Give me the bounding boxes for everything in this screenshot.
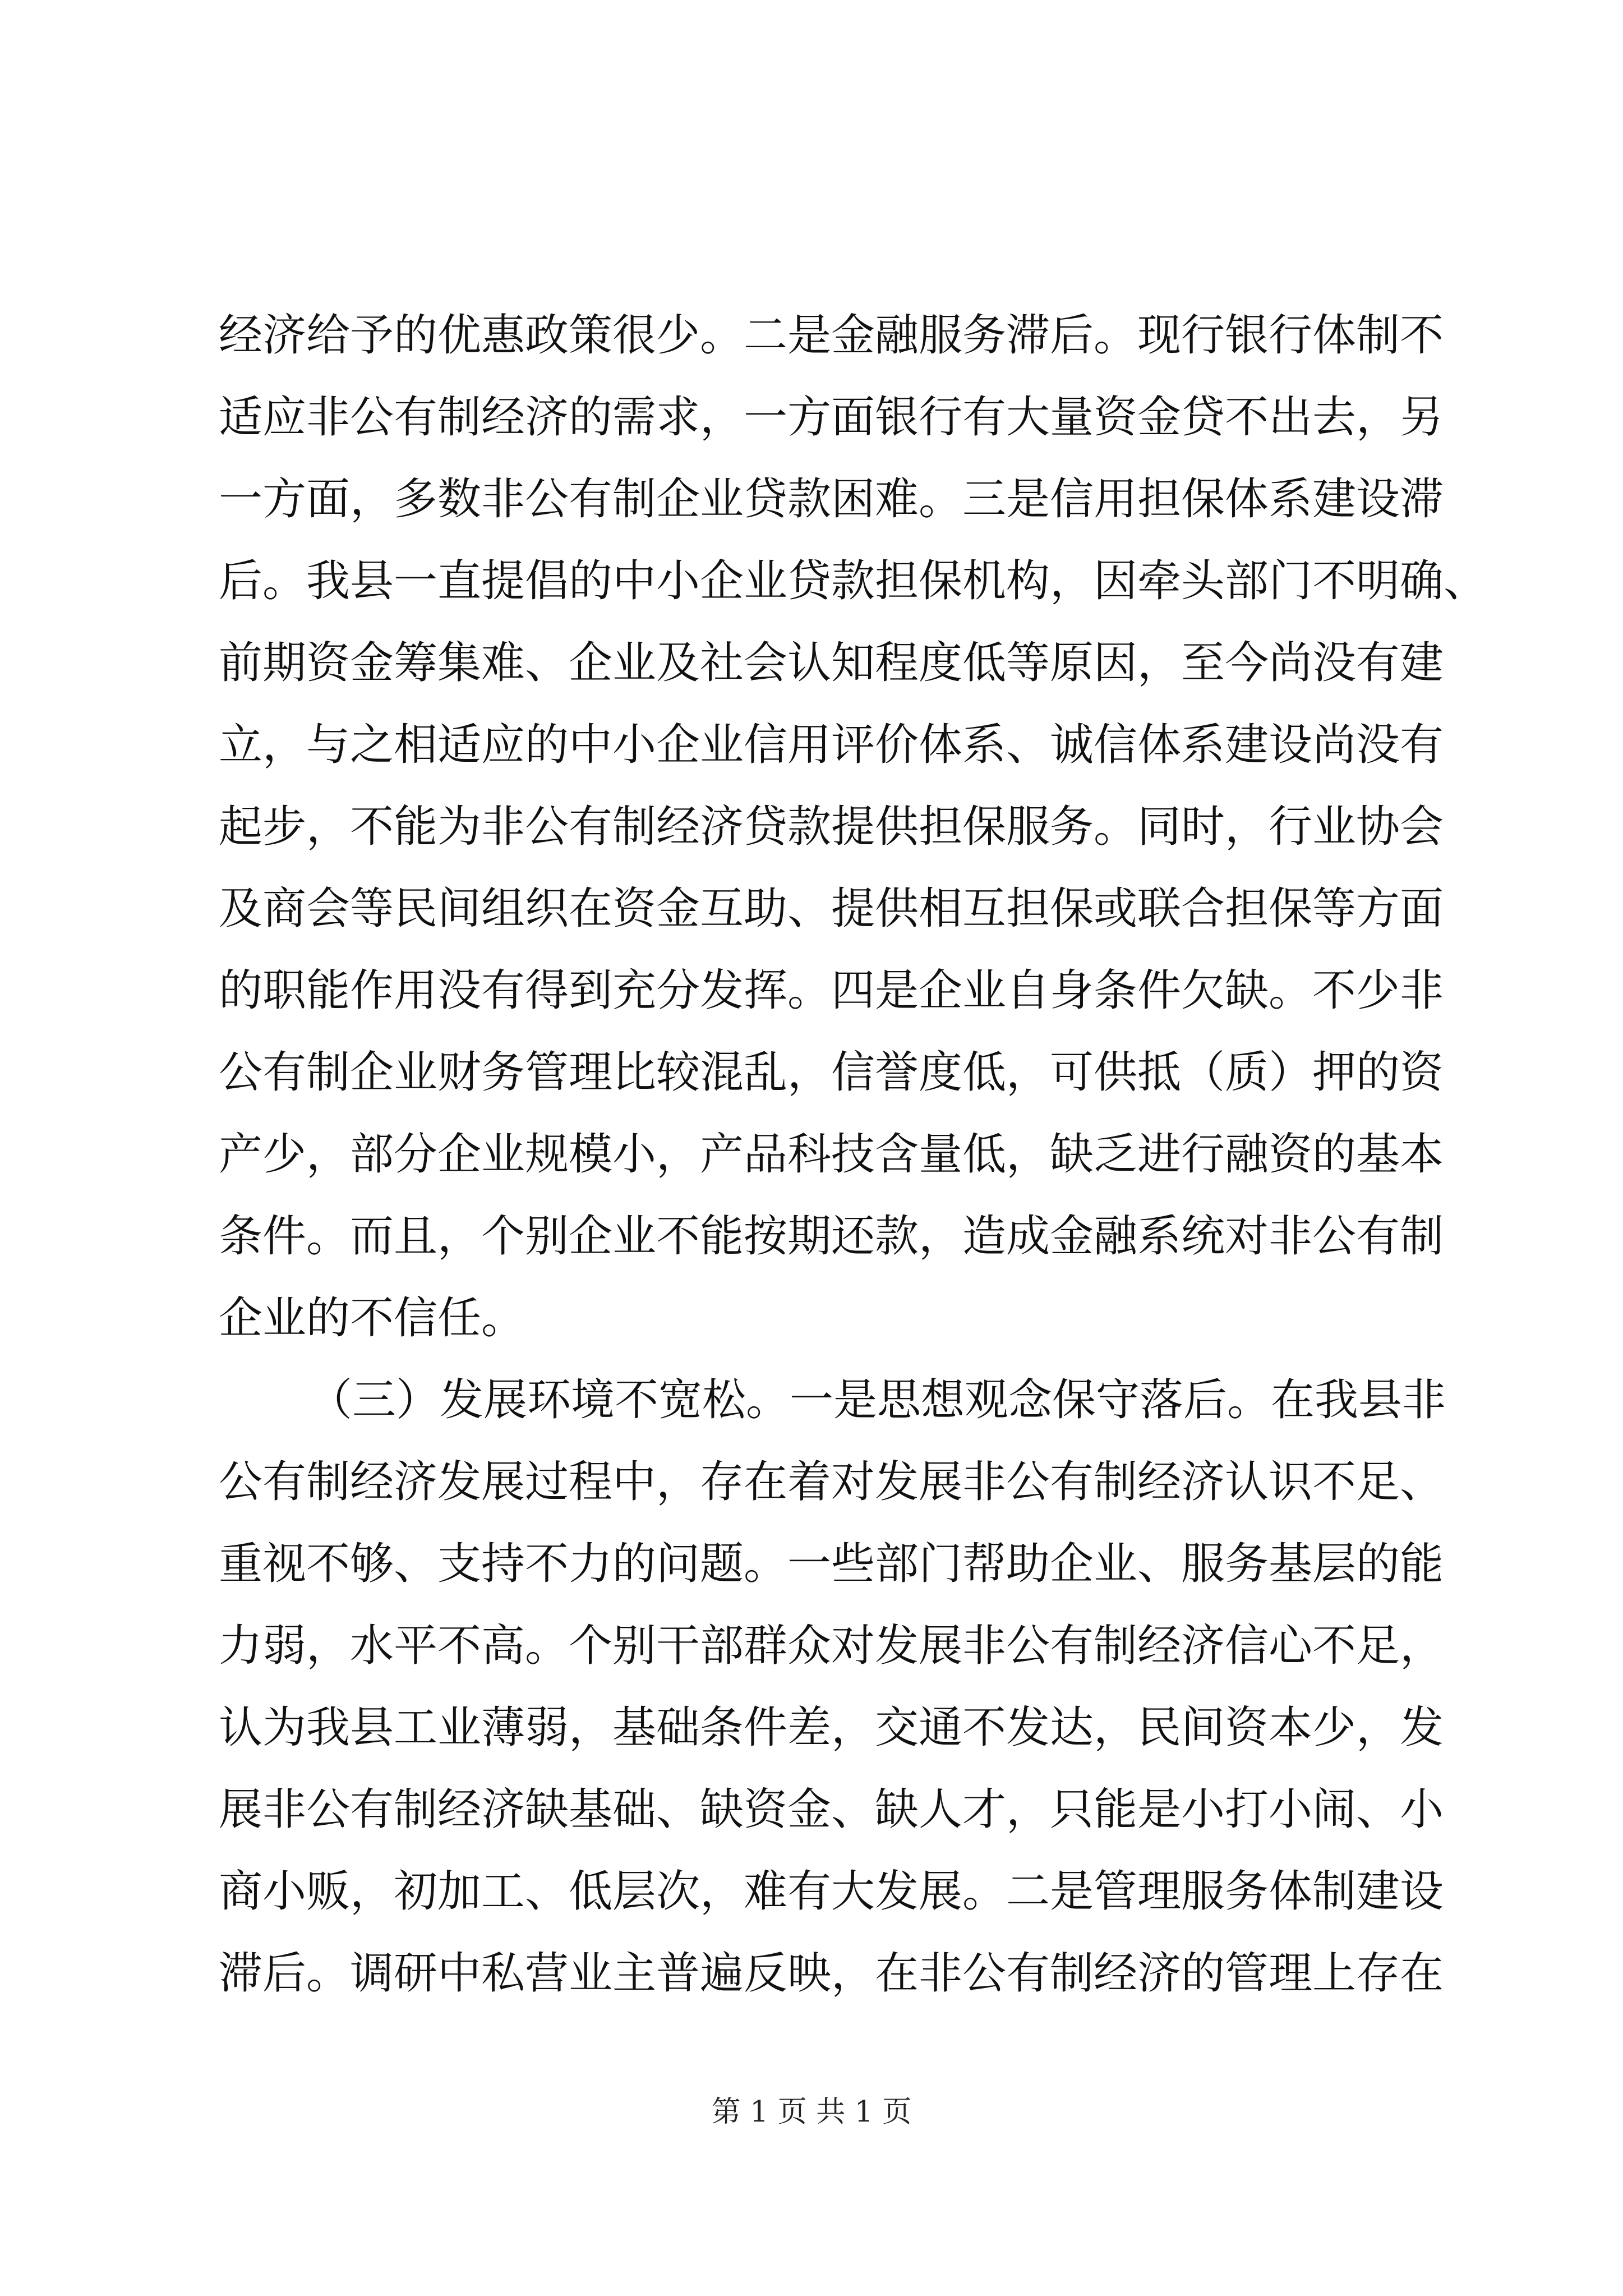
text-line: 企业的不信任。 [219, 1293, 525, 1343]
text-line: 力弱，水平不高。个别干部群众对发展非公有制经济信心不足， [219, 1621, 1444, 1671]
text-line: 产少，部分企业规模小，产品科技含量低，缺乏进行融资的基本 [219, 1129, 1444, 1180]
text-line: 条件。而且，个别企业不能按期还款，造成金融系统对非公有制 [219, 1211, 1444, 1262]
text-line: 重视不够、支持不力的问题。一些部门帮助企业、服务基层的能 [219, 1539, 1444, 1589]
text-line: 认为我县工业薄弱，基础条件差，交通不发达，民间资本少，发 [219, 1703, 1444, 1753]
text-line: 及商会等民间组织在资金互助、提供相互担保或联合担保等方面 [219, 884, 1444, 934]
text-line: 展非公有制经济缺基础、缺资金、缺人才，只能是小打小闹、小 [219, 1784, 1444, 1835]
paragraph [219, 1359, 1446, 2014]
paragraph [219, 295, 1488, 1359]
text-line: 起步，不能为非公有制经济贷款提供担保服务。同时，行业协会 [219, 802, 1444, 852]
text-line: 立，与之相适应的中小企业信用评价体系、诚信体系建设尚没有 [219, 720, 1444, 770]
text-line: 适应非公有制经济的需求，一方面银行有大量资金贷不出去，另 [219, 392, 1444, 443]
text-line: 经济给予的优惠政策很少。二是金融服务滞后。现行银行体制不 [219, 310, 1444, 361]
text-line: 的职能作用没有得到充分发挥。四是企业自身条件欠缺。不少非 [219, 965, 1444, 1016]
text-line: 商小贩，初加工、低层次，难有大发展。二是管理服务体制建设 [219, 1866, 1444, 1917]
text-line: 公有制经济发展过程中，存在着对发展非公有制经济认识不足、 [219, 1457, 1444, 1507]
page-footer [0, 2092, 1623, 2132]
text-line: 滞后。调研中私营业主普遍反映，在非公有制经济的管理上存在 [219, 1948, 1444, 1999]
page-number-label: 第 1 页 共 1 页 [711, 2095, 912, 2129]
document-body [219, 295, 1488, 2014]
text-line: 公有制企业财务管理比较混乱，信誉度低，可供抵（质）押的资 [219, 1047, 1444, 1098]
text-line: 一方面，多数非公有制企业贷款困难。三是信用担保体系建设滞 [219, 474, 1444, 524]
text-line: 后。我县一直提倡的中小企业贷款担保机构，因牵头部门不明确、 [219, 556, 1488, 606]
text-line: 前期资金筹集难、企业及社会认知程度低等原因，至今尚没有建 [219, 638, 1444, 688]
text-line: （三）发展环境不宽松。一是思想观念保守落后。在我县非 [308, 1375, 1446, 1425]
